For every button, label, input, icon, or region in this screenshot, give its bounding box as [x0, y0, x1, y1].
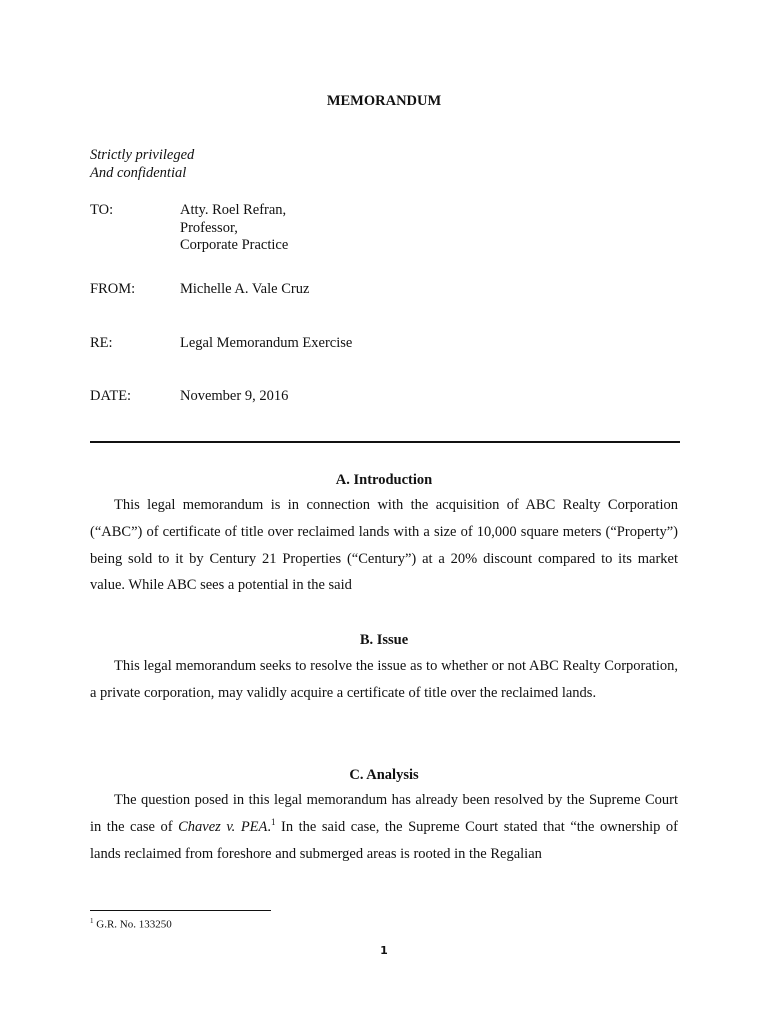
footnote-text: G.R. No. 133250 [93, 918, 172, 931]
introduction-heading: A. Introduction [335, 472, 433, 488]
issue-heading: B. Issue [359, 632, 409, 648]
to-line-1: Atty. Roel Refran, [180, 202, 287, 218]
re-value: Legal Memorandum Exercise [180, 335, 353, 351]
page-number: 1 [380, 944, 388, 957]
privilege-line-2: And confidential [90, 165, 187, 181]
issue-paragraph: This legal memorandum seeks to resolve the issue as to whether or not ABC Realty Corporation, a private corporation, may validly acquire a certificate of title over the reclaimed lands. [90, 658, 678, 701]
to-line-3: Corporate Practice [180, 237, 289, 253]
analysis-text-end: In the said case, the Supreme Court stated that “the ownership of lands reclaimed from foreshore and submerged areas is rooted in the Regalian [90, 818, 678, 862]
analysis-period: . [267, 818, 272, 835]
introduction-paragraph: This legal memorandum is in connection with the acquisition of ABC Realty Corporation (“ABC”) of certificate of title over reclaimed lands with a size of 10,000 square meters (“Property”) being sold to it by Century 21 Properties (“Century”) at a 20% discount compared to its market value. While ABC sees a potential in the said [90, 497, 678, 594]
from-label: FROM: [90, 281, 136, 297]
analysis-heading: C. Analysis [349, 767, 419, 783]
date-value: November 9, 2016 [180, 388, 289, 404]
header-divider [90, 441, 680, 443]
footnote [90, 917, 172, 931]
date-label: DATE: [90, 388, 132, 404]
footnote-mark: 1 [90, 917, 94, 925]
memo-title: MEMORANDUM [326, 93, 442, 109]
re-label: RE: [90, 335, 113, 351]
analysis-text-start: The question posed in this legal memorandum has already been resolved by the Supreme Court in the case of [90, 792, 678, 835]
footnote-reference[interactable]: 1 [271, 816, 276, 827]
footnote-divider [90, 910, 271, 911]
to-line-2: Professor, [180, 219, 238, 236]
privilege-line-1: Strictly privileged [90, 147, 195, 163]
analysis-paragraph [90, 787, 678, 867]
to-value [180, 202, 288, 255]
to-label: TO: [90, 202, 114, 218]
case-citation: Chavez v. PEA [178, 818, 268, 835]
from-value: Michelle A. Vale Cruz [180, 281, 310, 297]
